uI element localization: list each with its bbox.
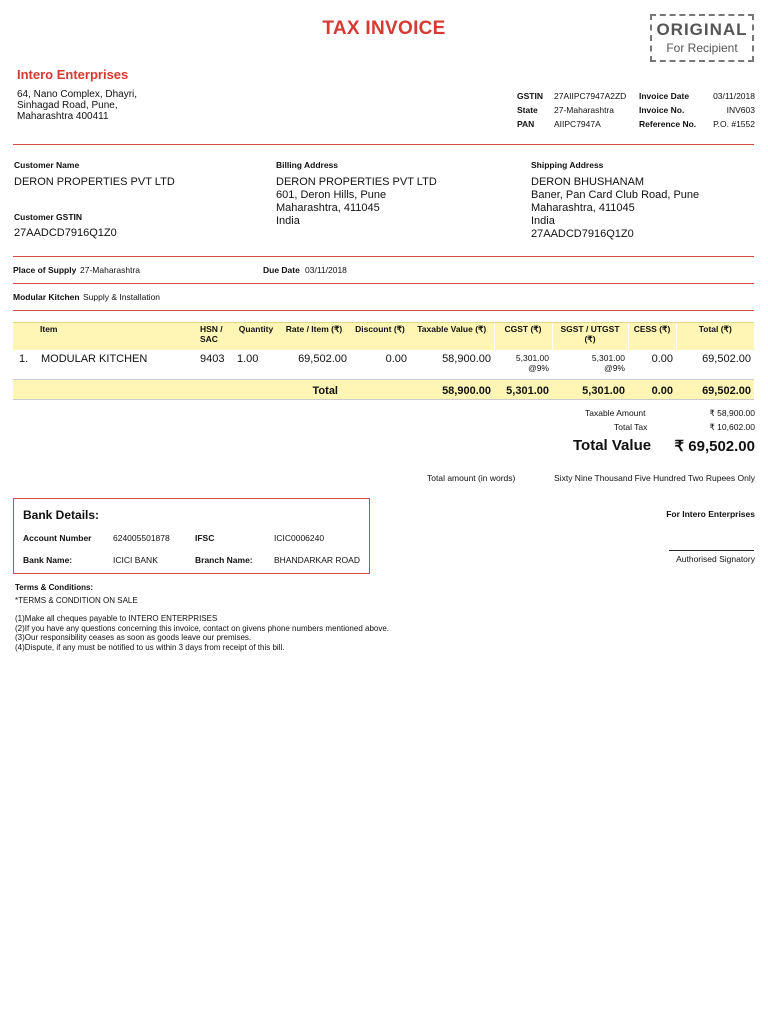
for-company: For Intero Enterprises (666, 509, 755, 519)
total-tax-label: Total Tax (614, 422, 648, 432)
total-total: 69,502.00 (676, 380, 754, 400)
company-address-line2: Sinhagad Road, Pune, (17, 100, 118, 111)
terms-line2: (2)If you have any questions concerning this invoice, contact on givens phone numbers mentioned above. (15, 623, 390, 633)
customer-gstin: 27AADCD7916Q1Z0 (14, 227, 117, 239)
reference-no-label: Reference No. (639, 119, 697, 129)
cgst-amount: 5,301.00 (515, 353, 549, 363)
total-cess: 0.00 (628, 380, 676, 400)
pan-label: PAN (517, 119, 535, 129)
invoice-title: TAX INVOICE (322, 18, 446, 39)
stamp-line2: For Recipient (666, 41, 738, 55)
account-number-value: 624005501878 (113, 533, 170, 543)
billing-address-label: Billing Address (276, 160, 339, 170)
reference-no-value: P.O. #1552 (713, 119, 755, 129)
total-cgst: 5,301.00 (494, 380, 552, 400)
sgst-cell (552, 350, 628, 380)
company-address-line3: Maharashtra 400411 (17, 111, 109, 122)
invoice-date-value: 03/11/2018 (713, 91, 755, 101)
shipping-line1: DERON BHUSHANAM (531, 176, 645, 188)
shipping-line4: India (531, 215, 555, 227)
taxable-cell: 58,900.00 (410, 350, 494, 380)
shipping-line2: Baner, Pan Card Club Road, Pune (531, 189, 700, 201)
branch-name-value: BHANDARKAR ROAD (274, 555, 360, 565)
col-discount: Discount (₹) (350, 323, 410, 351)
shipping-address-label: Shipping Address (531, 160, 604, 170)
table-row (13, 350, 754, 380)
customer-gstin-label: Customer GSTIN (14, 212, 83, 222)
branch-name-label: Branch Name: (195, 555, 253, 565)
divider (13, 256, 754, 257)
billing-line4: India (276, 215, 300, 227)
total-discount-cell (350, 380, 410, 400)
items-table (13, 322, 754, 400)
place-of-supply-label: Place of Supply (13, 265, 77, 275)
discount-cell: 0.00 (350, 350, 410, 380)
cess-cell: 0.00 (628, 350, 676, 380)
due-date-label: Due Date (263, 265, 300, 275)
stamp-line1: ORIGINAL (656, 20, 748, 39)
col-total: Total (₹) (676, 323, 754, 351)
col-cgst: CGST (₹) (494, 323, 552, 351)
gstin-label: GSTIN (517, 91, 543, 101)
project-value: Supply & Installation (83, 292, 161, 302)
terms-heading: Terms & Conditions: (15, 583, 94, 592)
company-name: Intero Enterprises (17, 67, 129, 82)
total-taxable: 58,900.00 (410, 380, 494, 400)
rate-cell: 69,502.00 (278, 350, 350, 380)
taxable-amount-value: ₹ 58,900.00 (709, 408, 755, 418)
divider (13, 310, 754, 311)
cgst-cell (494, 350, 552, 380)
table-total-row (13, 380, 754, 400)
invoice-no-label: Invoice No. (639, 105, 685, 115)
due-date-value: 03/11/2018 (305, 265, 347, 275)
col-cess: CESS (₹) (628, 323, 676, 351)
total-sgst: 5,301.00 (552, 380, 628, 400)
bank-name-label: Bank Name: (23, 555, 73, 565)
total-cell: 69,502.00 (676, 350, 754, 380)
divider (13, 283, 754, 284)
ifsc-value: ICIC0006240 (274, 533, 325, 543)
state-value: 27-Maharashtra (554, 105, 615, 115)
item-name: MODULAR KITCHEN (41, 353, 148, 365)
taxable-amount-label: Taxable Amount (585, 408, 646, 418)
bank-details-heading: Bank Details: (23, 508, 100, 522)
company-address-line1: 64, Nano Complex, Dhayri, (17, 89, 138, 100)
original-stamp (650, 14, 754, 62)
gstin-value: 27AIIPC7947A2ZD (554, 91, 627, 101)
terms-line1: (1)Make all cheques payable to INTERO ENTERPRISES (15, 614, 218, 623)
customer-name-label: Customer Name (14, 160, 80, 170)
bank-details-box (13, 498, 370, 574)
bank-name-value: ICICI BANK (113, 555, 158, 565)
col-quantity: Quantity (234, 323, 278, 351)
total-value-label: Total Value (573, 437, 652, 454)
row-number: 1. (19, 353, 29, 365)
place-of-supply-value: 27-Maharashtra (80, 265, 141, 275)
shipping-line3: Maharashtra, 411045 (531, 202, 635, 214)
billing-line3: Maharashtra, 411045 (276, 202, 380, 214)
ifsc-label: IFSC (195, 533, 215, 543)
sgst-amount: 5,301.00 (591, 353, 625, 363)
amount-in-words-label: Total amount (in words) (427, 473, 516, 483)
divider (13, 144, 754, 145)
col-item: Item (13, 323, 198, 351)
total-label: Total (13, 380, 350, 400)
hsn-cell: 9403 (198, 350, 234, 380)
item-cell (13, 350, 198, 380)
sgst-rate: @9% (604, 363, 625, 373)
invoice-date-label: Invoice Date (639, 91, 690, 101)
col-taxable-value: Taxable Value (₹) (410, 323, 494, 351)
col-rate: Rate / Item (₹) (278, 323, 350, 351)
billing-line2: 601, Deron Hills, Pune (276, 189, 387, 201)
col-sgst: SGST / UTGST (₹) (552, 323, 628, 351)
col-hsn: HSN / SAC (198, 323, 234, 351)
terms-subheading: *TERMS & CONDITION ON SALE (15, 596, 138, 605)
signature-line (669, 550, 754, 551)
project-label: Modular Kitchen (13, 292, 80, 302)
state-label: State (517, 105, 538, 115)
invoice-no-value: INV603 (726, 105, 755, 115)
terms-line3: (3)Our responsibility ceases as soon as goods leave our premises. (15, 633, 252, 642)
total-value-amount: ₹ 69,502.00 (674, 438, 755, 455)
quantity-cell: 1.00 (234, 350, 278, 380)
terms-line4: (4)Dispute, if any must be notified to us within 3 days from receipt of this bill. (15, 642, 285, 652)
cgst-rate: @9% (528, 363, 549, 373)
account-number-label: Account Number (23, 533, 92, 543)
shipping-gstin: 27AADCD7916Q1Z0 (531, 228, 634, 240)
customer-name: DERON PROPERTIES PVT LTD (14, 176, 175, 188)
pan-value: AIIPC7947A (554, 119, 601, 129)
billing-line1: DERON PROPERTIES PVT LTD (276, 176, 437, 188)
total-tax-value: ₹ 10,602.00 (709, 422, 755, 432)
authorised-signatory: Authorised Signatory (676, 554, 755, 564)
table-header-row (13, 323, 754, 351)
amount-in-words: Sixty Nine Thousand Five Hundred Two Rupees Only (554, 473, 755, 483)
